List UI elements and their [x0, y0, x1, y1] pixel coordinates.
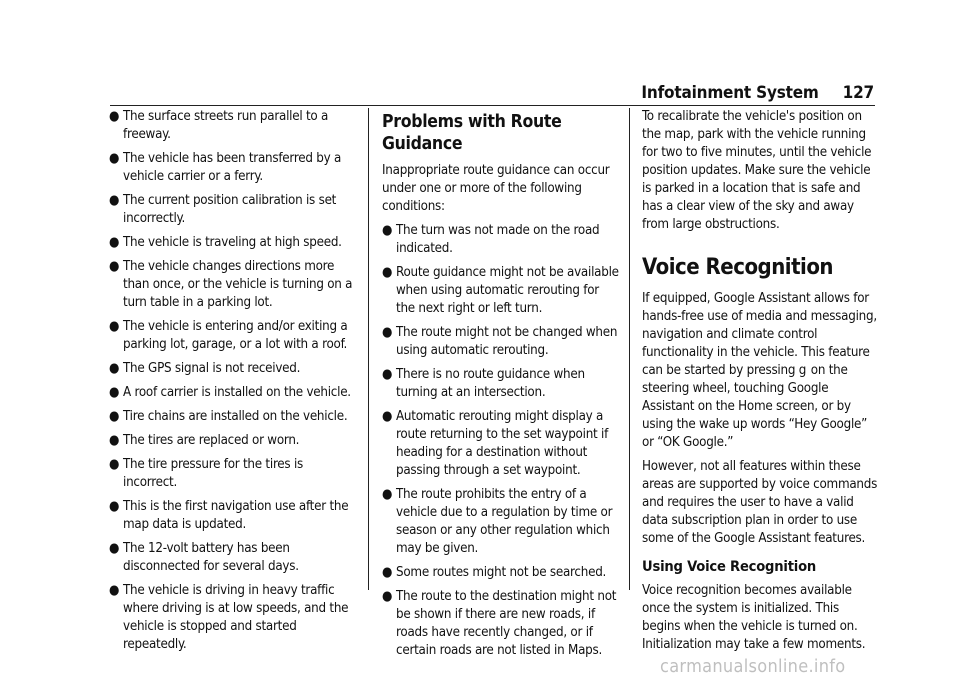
list-item: ● The 12-volt battery has been disconnected for several days. [109, 541, 299, 574]
page-number: 127 [842, 83, 874, 103]
list-item: ● The route prohibits the entry of a vehicle due to a regulation by time or season or any other regulation which may be given. [382, 487, 613, 556]
bullet-icon: ● [382, 565, 393, 580]
bullet-icon: ● [109, 499, 120, 514]
list-item: ● The tire pressure for the tires is incorrect. [109, 457, 304, 490]
bullet-icon: ● [382, 265, 393, 280]
list-item: ● The surface streets run parallel to a freeway. [109, 109, 329, 142]
list-item: ● The turn was not made on the road indicated. [382, 223, 600, 256]
bullet-icon: ● [382, 487, 393, 502]
list-item: ● The tires are replaced or worn. [109, 433, 300, 448]
column-2 [382, 108, 620, 666]
list-item: ● A roof carrier is installed on the vehicle. [109, 385, 351, 400]
column-1 [109, 108, 355, 660]
list-item: ● The route to the destination might not be shown if there are new roads, if roads have recently changed, or if certain roads are not listed in Maps. [382, 589, 617, 658]
bullet-icon: ● [109, 109, 120, 124]
section-title: Infotainment System [641, 83, 819, 103]
watermark: carmanualsonline.info [660, 656, 846, 677]
intro-paragraph: Inappropriate route guidance can occur under one or more of the following conditions: [382, 163, 610, 214]
bullet-icon: ● [109, 235, 120, 250]
section-heading: Voice Recognition [642, 255, 834, 280]
list-item: ● The vehicle changes directions more than once, or the vehicle is turning on a turn table in a parking lot. [109, 259, 353, 310]
guidance-problem-list [382, 222, 620, 660]
page-header [641, 83, 874, 103]
voice-support-paragraph: However, not all features within these areas are supported by voice commands and requires the user to have a valid data subscription plan in order to use some of the Google Assistant features. [642, 459, 878, 546]
bullet-icon: ● [109, 193, 120, 208]
bullet-icon: ● [109, 583, 120, 598]
recalibrate-paragraph: To recalibrate the vehicle's position on the map, park with the vehicle running for two to five minutes, until the vehicle position updates. Make sure the vehicle is parked in a location that is safe and has a clear view of the sky and away from large obstructions. [642, 109, 872, 232]
list-item: ● Some routes might not be searched. [382, 565, 607, 580]
list-item: ● The GPS signal is not received. [109, 361, 301, 376]
list-item: ● The vehicle is entering and/or exiting a parking lot, garage, or a lot with a roof. [109, 319, 348, 352]
list-item: ● There is no route guidance when turning at an intersection. [382, 367, 585, 400]
list-item: ● The vehicle is traveling at high speed. [109, 235, 342, 250]
column-divider [629, 108, 630, 590]
list-item: ● The route might not be changed when using automatic rerouting. [382, 325, 618, 358]
bullet-icon: ● [109, 385, 120, 400]
bullet-icon: ● [382, 409, 393, 424]
bullet-icon: ● [109, 409, 120, 424]
section-heading: Problems with Route Guidance [382, 112, 562, 154]
voice-intro-paragraph: If equipped, Google Assistant allows for hands-free use of media and messaging, navigation and climate control functionality in the vehicle. This feature can be started by pressing g on the steering wheel, touching Google Assistant on the Home screen, or by using the wake up words “Hey Google” or “OK Google.” [642, 291, 877, 450]
list-item: ● Automatic rerouting might display a route returning to the set waypoint if heading for a destination without passing through a set waypoint. [382, 409, 609, 478]
list-item: ● Tire chains are installed on the vehicle. [109, 409, 348, 424]
list-item: ● The vehicle is driving in heavy traffic where driving is at low speeds, and the vehicle is stopped and started repeatedly. [109, 583, 349, 652]
bullet-icon: ● [382, 589, 393, 604]
bullet-icon: ● [109, 433, 120, 448]
bullet-icon: ● [109, 361, 120, 376]
bullet-icon: ● [109, 151, 120, 166]
column-3 [642, 108, 880, 660]
header-rule [110, 105, 875, 106]
bullet-icon: ● [382, 223, 393, 238]
bullet-icon: ● [382, 325, 393, 340]
bullet-icon: ● [382, 367, 393, 382]
list-item: ● This is the first navigation use after the map data is updated. [109, 499, 349, 532]
initialization-paragraph: Voice recognition becomes available once the system is initialized. This begins when the vehicle is turned on. Initialization may take a few moments. [642, 583, 866, 652]
list-item: ● The current position calibration is set incorrectly. [109, 193, 337, 226]
subsection-heading: Using Voice Recognition [642, 558, 817, 575]
list-item: ● Route guidance might not be available when using automatic rerouting for the next right or left turn. [382, 265, 619, 316]
bullet-icon: ● [109, 541, 120, 556]
bullet-icon: ● [109, 457, 120, 472]
condition-list [109, 108, 355, 654]
column-divider [368, 108, 369, 590]
bullet-icon: ● [109, 259, 120, 274]
bullet-icon: ● [109, 319, 120, 334]
voice-button-icon: g [798, 363, 807, 378]
list-item: ● The vehicle has been transferred by a vehicle carrier or a ferry. [109, 151, 342, 184]
